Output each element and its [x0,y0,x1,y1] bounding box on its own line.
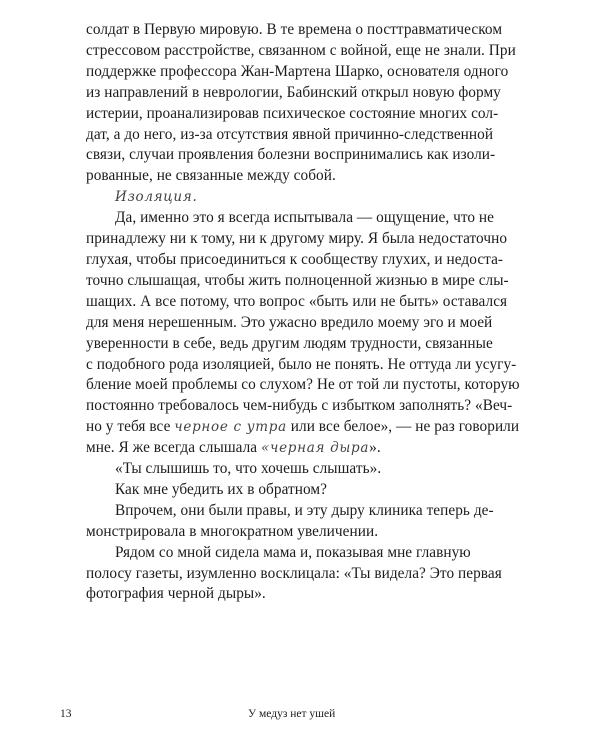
text-line: дат, а до него, из-за отсутствия явной причинно-следственной [86,125,494,143]
text-line: рованные, не связанные между собой. [86,167,336,185]
text-line: монстрировала в многократном увеличении. [86,522,379,540]
handwritten-note: Изоляция. [115,189,198,206]
text-line: для меня нерешенным. Это ужасно вредило моему эго и моей [86,313,493,331]
text-line: фотография черной дыры». [86,585,266,603]
text-line: Впрочем, они были правы, и эту дыру клиника теперь де- [115,501,494,519]
text-line [86,417,532,438]
text-span: или все белое», — не раз говорили [286,418,520,436]
text-line: Да, именно это я всегда испытывала — ощущение, что не [115,209,495,227]
handwritten-phrase: черное с утра [174,419,287,436]
text-line: из направлений в неврологии, Бабинский открыл новую форму [86,83,501,101]
handwritten-phrase: черная дыра [270,440,370,457]
text-line: бление моей проблемы со слухом? Не от той ли пустоты, которую [86,376,520,394]
text-span: ». [369,439,381,457]
text-line: принадлежу ни к тому, ни к другому миру. Я была недостаточно [86,230,508,248]
text-line: уверенности в себе, ведь другим людям трудности, связанные [86,334,493,352]
text-line: связи, случаи проявления болезни воспринимались как изоли- [86,146,496,164]
text-line: шащих. А все потому, что вопрос «быть или не быть» оставался [86,292,508,310]
quote-line: «Ты слышишь то, что хочешь слышать». [115,460,382,478]
question-line: Как мне убедить их в обратном? [115,480,327,498]
isolation-note-line [86,187,532,208]
handwritten-quote-mark: « [261,440,270,457]
page-body [86,20,532,605]
text-line: с подобного рода изоляцией, было не понять. Не оттуда ли усугу- [86,355,517,373]
text-line: стрессовом расстройстве, связанном с войной, еще не знали. При [86,41,516,59]
text-span: но у тебя все [86,418,175,436]
text-line: истерии, проанализировав психическое состояние многих сол- [86,104,499,122]
text-line: глухая, чтобы присоединиться к сообществу глухих, и недоста- [86,250,504,268]
page-number: 13 [60,708,72,720]
running-title: У медуз нет ушей [248,708,336,720]
text-line: солдат в Первую мировую. В те времена о посттравматическом [86,21,503,38]
text-line [86,438,532,459]
text-span: мне. Я же всегда слышала [86,439,262,457]
text-line: Рядом со мной сидела мама и, показывая мне главную [115,543,471,561]
text-line: точно слышащая, чтобы жить полноценной жизнью в мире слы- [86,271,509,289]
text-line: постоянно требовалось чем-нибудь с избытком заполнять? «Веч- [86,397,513,415]
page-footer [0,708,600,726]
text-line: полосу газеты, изумленно восклицала: «Ты видела? Это первая [86,564,502,582]
text-line: поддержке профессора Жан-Мартена Шарко, основателя одного [86,62,509,80]
